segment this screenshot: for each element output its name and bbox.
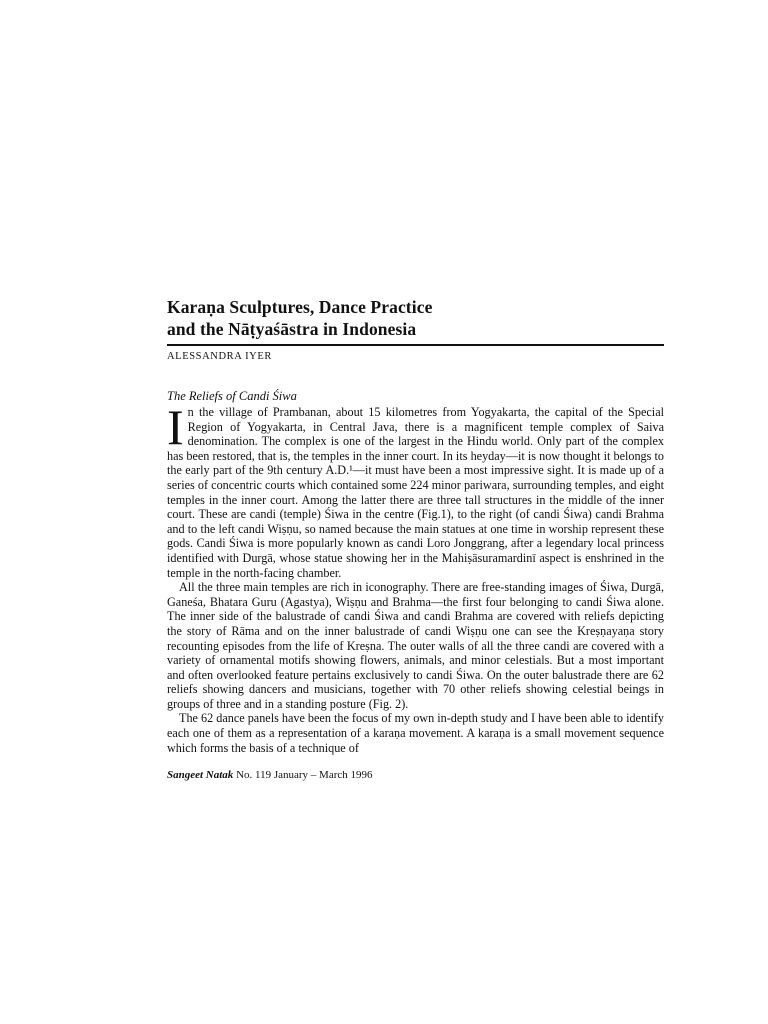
title-rule <box>167 344 664 346</box>
article-body <box>167 399 664 755</box>
paragraph-1-text: n the village of Prambanan, about 15 kilometres from Yogyakarta, the capital of the Special Region of Yogyakarta, in Central Java, there is a magnificent temple complex of Saiva denomination. The complex is one of the largest in the Hindu world. Only part of the complex has been restored, that is, the temples in the inner court. In its heyday—it is now thought it belongs to the early part of the 9th century A.D.¹—it must have been a most impressive sight. It is made up of a series of concentric courts which contained some 224 minor pariwara, surrounding temples, and eight temples in the inner court. Among the latter there are three tall structures in the middle of the inner court. These are candi (temple) Śiwa in the centre (Fig.1), to the right (of candi Śiwa) candi Brahma and to the left candi Wiṣṇu, so named because the main statues at one time in worship represent these gods. Candi Śiwa is more popularly known as candi Loro Jonggrang, after a legendary local princess identified with Durgā, whose statue showing her in the Mahiṣāsuramardinī aspect is enshrined in the temple in the north-facing chamber. <box>167 405 664 580</box>
author-name: ALESSANDRA IYER <box>167 351 272 362</box>
journal-issue: No. 119 January – March 1996 <box>236 769 373 782</box>
title-line-1: Karaṇa Sculptures, Dance Practice <box>167 297 433 317</box>
title-line-2: and the Nāṭyaśāstra in Indonesia <box>167 319 417 339</box>
drop-cap: I <box>167 399 184 455</box>
article-title <box>167 296 664 340</box>
page-footer <box>167 769 664 782</box>
paragraph-3: The 62 dance panels have been the focus of my own in-depth study and I have been able to identify each one of them as a representation of a karaṇa movement. A karaṇa is a small movement sequence which forms the basis of a technique of <box>167 711 664 755</box>
paragraph-2: All the three main temples are rich in iconography. There are free-standing images of Śiwa, Durgā, Ganeśa, Bhatara Guru (Agastya), Wiṣṇu and Brahma—the first four belonging to candi Śiwa alone. The inner side of the balustrade of candi Śiwa and candi Brahma are covered with reliefs depicting the story of Rāma and on the inner balustrade of candi Wiṣṇu one can see the Kreṣṇayaṇa story recounting episodes from the life of Kreṣna. The outer walls of all the three candi are covered with a variety of ornamental motifs showing flowers, animals, and minor celestials. But a most important and often overlooked feature pertains exclusively to candi Śiwa. On the outer balustrade there are 62 reliefs showing dancers and musicians, together with 70 other reliefs showing celestial beings in groups of three and in a standing posture (Fig. 2). <box>167 580 664 711</box>
article-page <box>167 296 664 782</box>
journal-name: Sangeet Natak <box>167 769 234 782</box>
paragraph-1 <box>167 399 664 580</box>
section-heading: The Reliefs of Candi Śiwa <box>167 389 297 403</box>
